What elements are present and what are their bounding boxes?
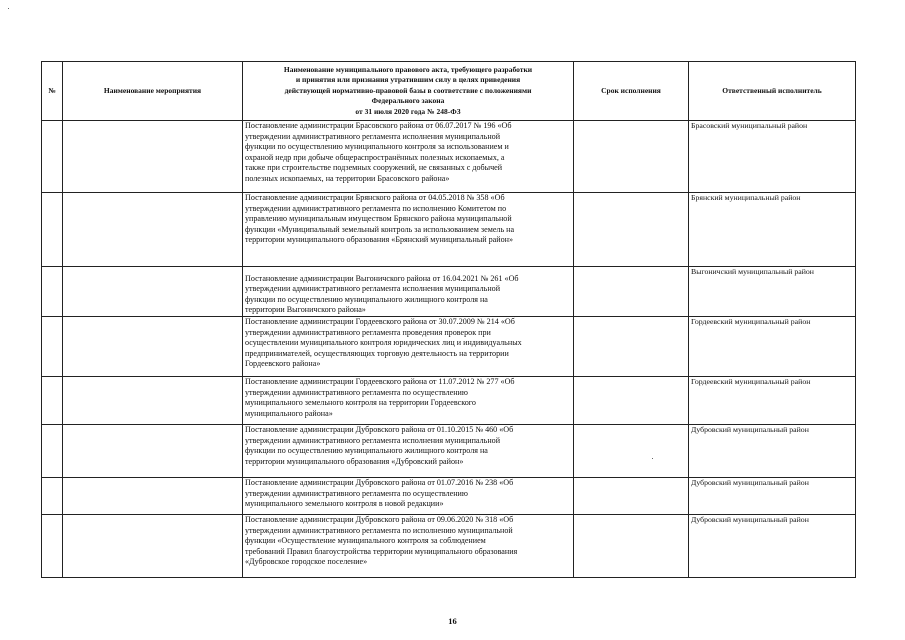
table-row [42, 317, 856, 377]
executor-cell: Выгоничский муниципальный район [689, 267, 856, 317]
deadline-cell [574, 425, 689, 478]
number-cell [42, 515, 63, 578]
deadline-cell [574, 515, 689, 578]
number-cell [42, 377, 63, 425]
table-row [42, 377, 856, 425]
number-cell [42, 425, 63, 478]
number-cell [42, 317, 63, 377]
header-deadline: Срок исполнения [574, 62, 689, 121]
table-row [42, 515, 856, 578]
table-row [42, 425, 856, 478]
number-cell [42, 478, 63, 515]
deadline-cell [574, 267, 689, 317]
header-event-name: Наименование мероприятия [63, 62, 243, 121]
event-cell [63, 515, 243, 578]
deadline-cell [574, 377, 689, 425]
deadline-cell [574, 478, 689, 515]
executor-cell: Гордеевский муниципальный район [689, 317, 856, 377]
legal-act-cell: Постановление администрации Гордеевского района от 30.07.2009 № 214 «Об утверждении административного регламента проведения проверок при осуществлении муниципального контроля юридических лиц и индивидуальных предпринимателей, осуществляющих торговую деятельность на территории Гордеевского района» [243, 317, 574, 377]
event-cell [63, 377, 243, 425]
executor-cell: Брасовский муниципальный район [689, 121, 856, 193]
executor-cell: Дубровский муниципальный район [689, 515, 856, 578]
measures-table [41, 61, 856, 578]
executor-cell: Дубровский муниципальный район [689, 425, 856, 478]
number-cell [42, 193, 63, 267]
table-row [42, 267, 856, 317]
number-cell [42, 121, 63, 193]
legal-act-cell: Постановление администрации Брасовского района от 06.07.2017 № 196 «Об утверждении административного регламента исполнения муниципальной функции по осуществлению муниципального контроля за использованием и охраной недр при добыче общераспространённых полезных ископаемых, а также при строительстве подземных сооружений, не связанных с добычей полезных ископаемых, на территории Брасовского района» [243, 121, 574, 193]
table-row [42, 193, 856, 267]
header-executor: Ответственный исполнитель [689, 62, 856, 121]
table-row [42, 478, 856, 515]
number-cell [42, 267, 63, 317]
event-cell [63, 425, 243, 478]
legal-act-cell: Постановление администрации Брянского района от 04.05.2018 № 358 «Об утверждении административного регламента по исполнению Комитетом по управлению муниципальным имуществом Брянского района муниципальной функции «Муниципальный земельный контроль за использованием земель на территории муниципального образования «Брянский муниципальный район» [243, 193, 574, 267]
legal-act-cell: Постановление администрации Выгоничского района от 16.04.2021 № 261 «Об утверждении административного регламента исполнения муниципальной функции по осуществлению муниципального жилищного контроля на территории Выгоничского района» [243, 267, 574, 317]
header-number: № [42, 62, 63, 121]
table-row [42, 121, 856, 193]
scan-speck [8, 8, 9, 9]
page-number: 16 [448, 616, 457, 626]
event-cell [63, 121, 243, 193]
legal-act-cell: Постановление администрации Гордеевского района от 11.07.2012 № 277 «Об утверждении административного регламента по осуществлению муниципального земельного контроля на территории Гордеевского муниципального района» [243, 377, 574, 425]
executor-cell: Дубровский муниципальный район [689, 478, 856, 515]
event-cell [63, 193, 243, 267]
legal-act-cell: Постановление администрации Дубровского района от 01.07.2016 № 238 «Об утверждении административного регламента по осуществлению муниципального земельного контроля в новой редакции» [243, 478, 574, 515]
event-cell [63, 267, 243, 317]
legal-act-cell: Постановление администрации Дубровского района от 09.06.2020 № 318 «Об утверждении административного регламента по исполнению муниципальной функции «Осуществление муниципального контроля за соблюдением требований Правил благоустройства территории муниципального образования «Дубровское городское поселение» [243, 515, 574, 578]
table-header-row [42, 62, 856, 121]
deadline-cell [574, 317, 689, 377]
executor-cell: Гордеевский муниципальный район [689, 377, 856, 425]
header-legal-act: Наименование муниципального правового акта, требующего разработки и принятия или признания утратившим силу в целях приведения действующей нормативно-правовой базы в соответствие с положениями Федерального закона от 31 июля 2020 года № 248-ФЗ [243, 62, 574, 121]
legal-act-cell: Постановление администрации Дубровского района от 01.10.2015 № 460 «Об утверждении административного регламента исполнения муниципальной функции по осуществлению муниципального жилищного контроля на территории муниципального образования «Дубровский район» [243, 425, 574, 478]
event-cell [63, 478, 243, 515]
event-cell [63, 317, 243, 377]
executor-cell: Брянский муниципальный район [689, 193, 856, 267]
deadline-cell [574, 193, 689, 267]
deadline-cell [574, 121, 689, 193]
